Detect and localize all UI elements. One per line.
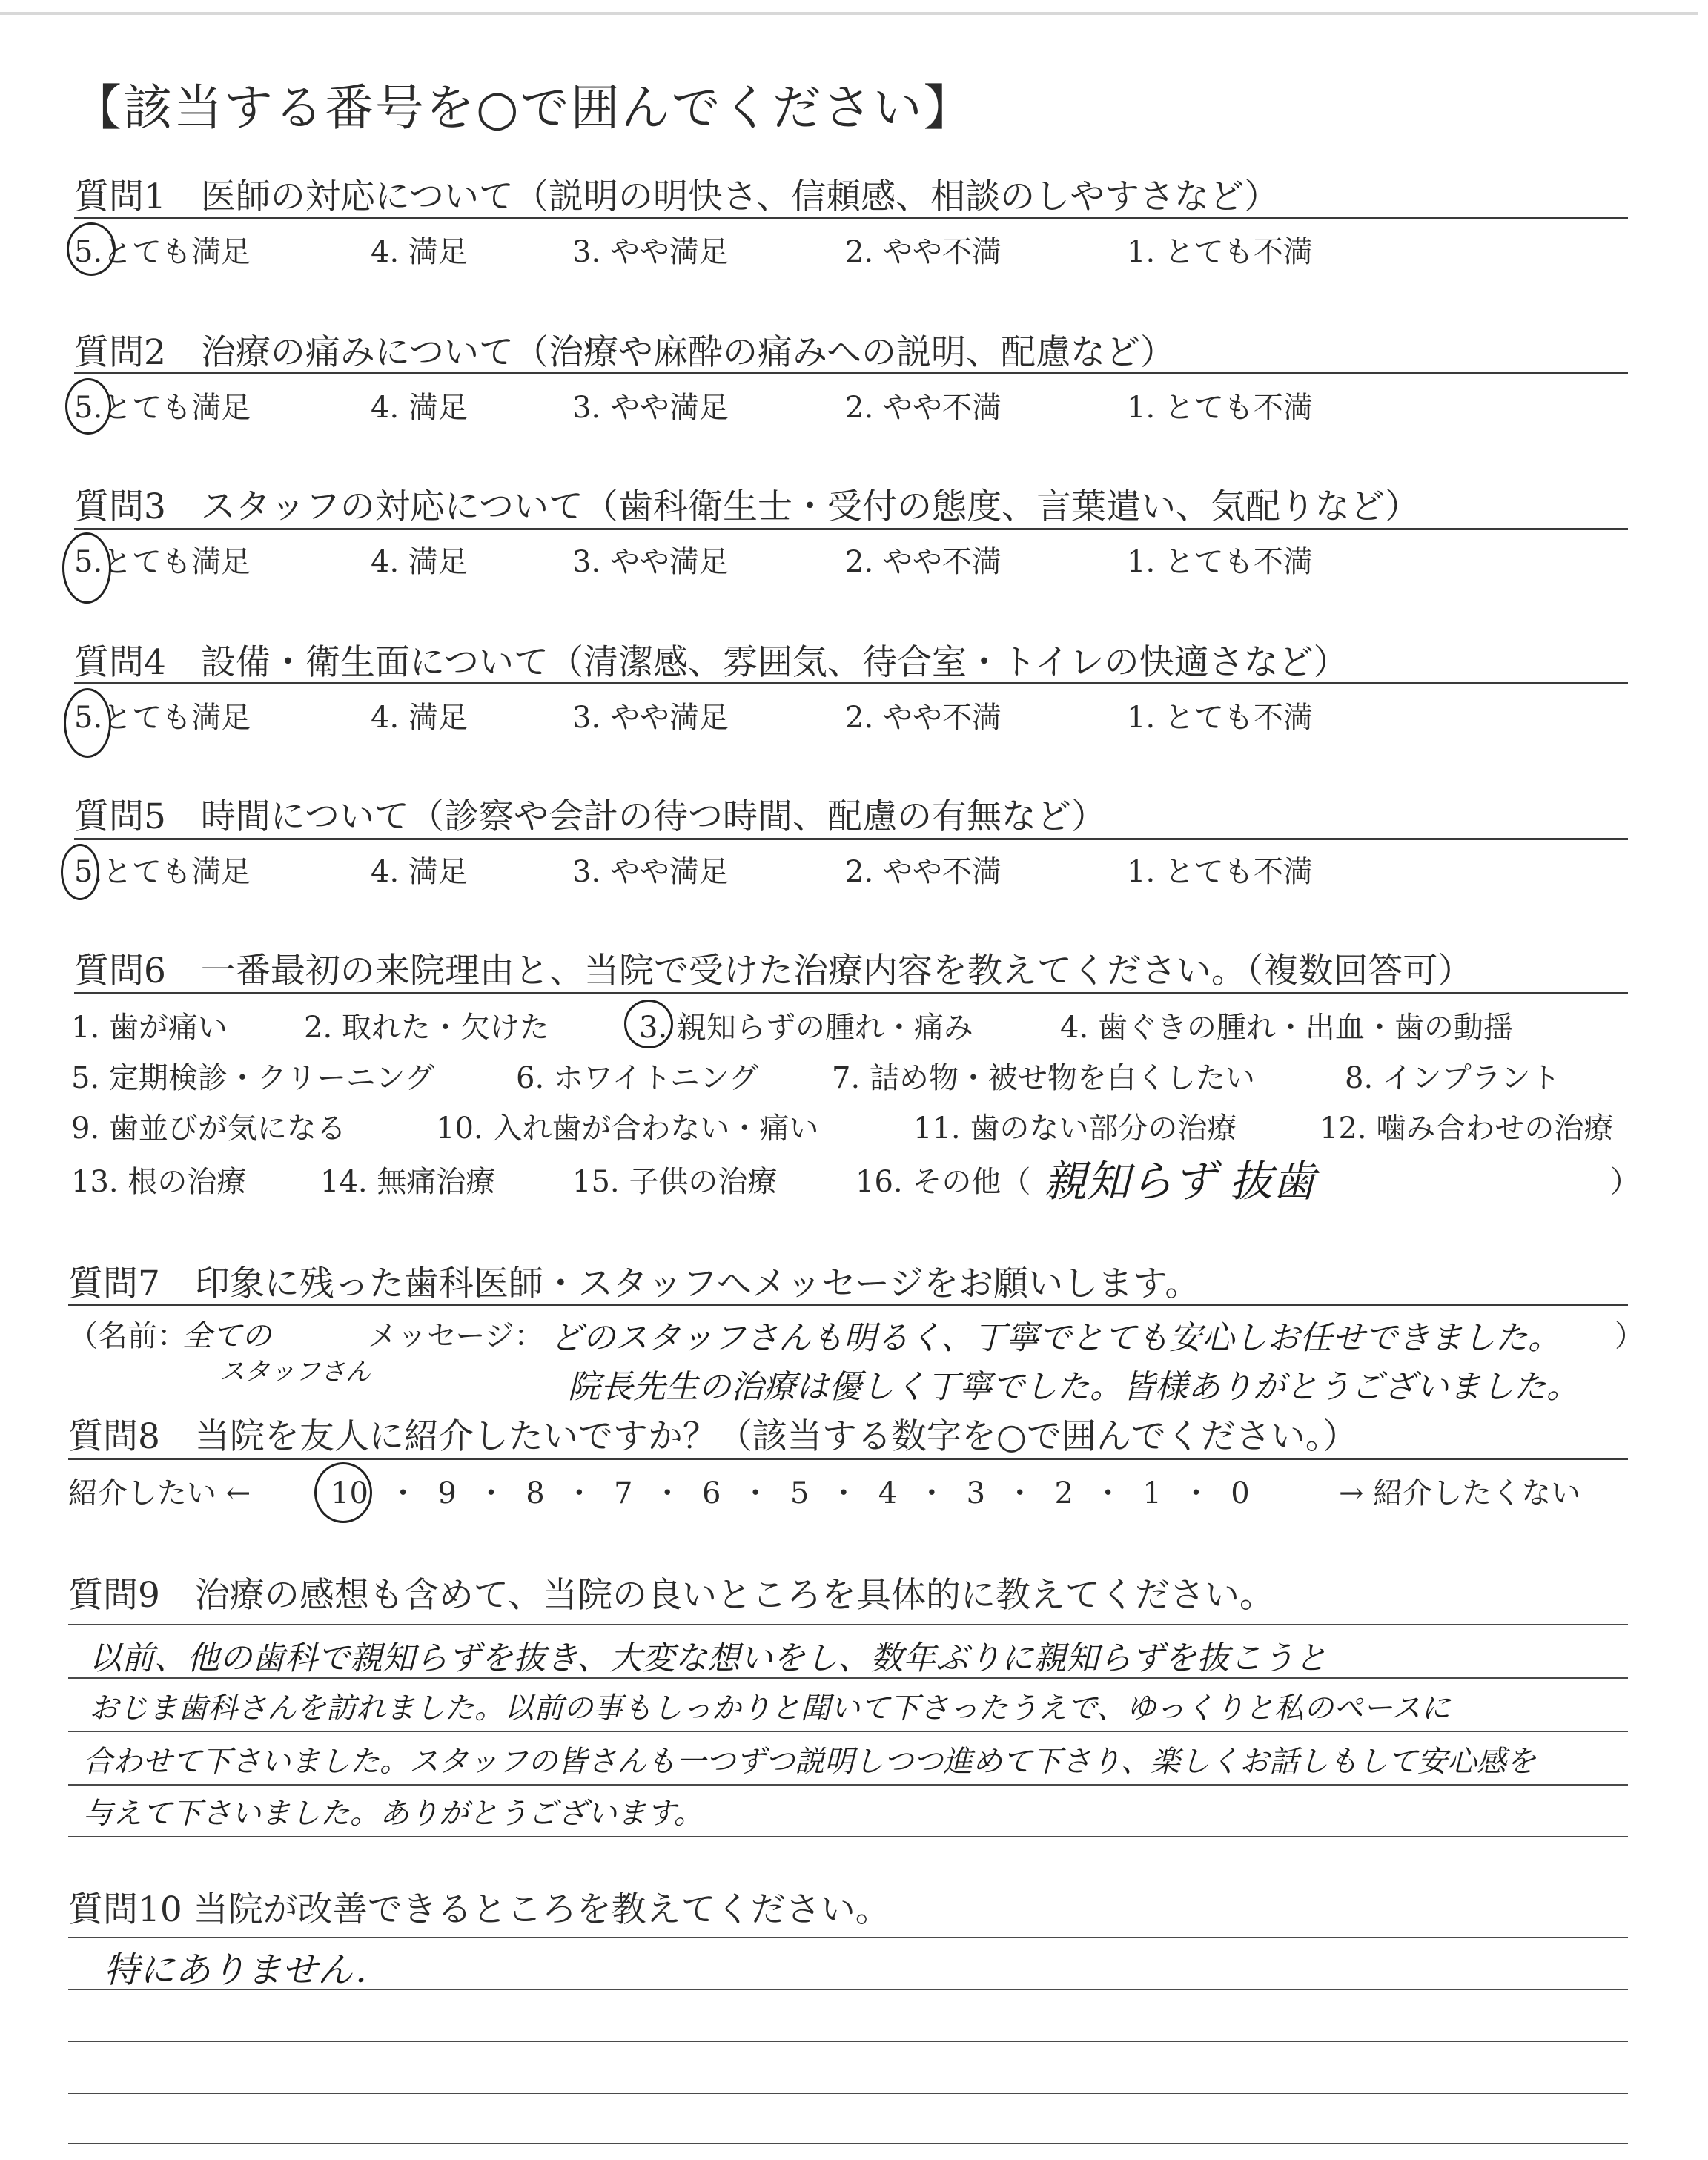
q4-heading [74,635,1348,684]
q9-answer-line1: 以前、他の歯科で親知らずを抜き、大変な想いをし、数年ぶりに親知らずを抜こうと [89,1639,1328,1677]
q6-item-5[interactable]: 5. 定期検診・クリーニング [71,1061,435,1095]
q4-text: 設備・衛生面について（清潔感、雰囲気、待合室・トイレの快適さなど） [200,642,1348,683]
q2-option-5[interactable]: 5.とても満足 [74,391,251,425]
q6-rule [74,992,1628,994]
q5-option-2[interactable]: 2. やや不満 [845,855,1002,889]
q7-name-value-line1: 全ての [182,1319,271,1353]
q6-item-8[interactable]: 8. インプラント [1345,1061,1560,1095]
q5-option-4[interactable]: 4. 満足 [371,855,468,889]
q8-label: 質問8 [68,1416,160,1457]
q4-rule [74,682,1628,684]
q2-label: 質問2 [74,332,166,373]
q5-option-1[interactable]: 1. とても不満 [1127,855,1313,889]
q6-item-6[interactable]: 6. ホワイトニング [516,1061,759,1095]
q2-answer-circle [65,378,111,435]
q6-item-12[interactable]: 12. 噛み合わせの治療 [1320,1112,1614,1146]
q6-item-3[interactable]: 3. 親知らずの腫れ・痛み [639,1011,973,1045]
q6-close-paren: ） [1610,1165,1640,1199]
q8-left-label: 紹介したい ← [68,1476,251,1510]
q7-label: 質問7 [68,1264,160,1304]
q6-item-15[interactable]: 15. 子供の治療 [572,1165,778,1199]
q8-rule [68,1458,1628,1460]
q8-scale[interactable]: 10 ・ 9 ・ 8 ・ 7 ・ 6 ・ 5 ・ 4 ・ 3 ・ 2 ・ 1 ・ 0 [331,1476,1250,1510]
q9-rule-1 [68,1624,1628,1625]
q10-label: 質問10 [68,1889,182,1930]
q2-option-4[interactable]: 4. 満足 [371,391,468,425]
q3-rule [74,528,1628,530]
q10-rule-3 [68,2041,1628,2042]
q4-option-1[interactable]: 1. とても不満 [1127,701,1313,735]
q7-message-line1: どのスタッフさんも明るく、丁寧でとても安心しお任せできました。 [550,1319,1561,1357]
q6-item-2[interactable]: 2. 取れた・欠けた [304,1011,549,1045]
q10-answer: 特にありません． [104,1949,391,1991]
q1-option-4[interactable]: 4. 満足 [371,235,468,269]
q7-rule [68,1304,1628,1306]
q7-message-label: メッセージ： [368,1319,544,1353]
q8-answer-circle [314,1462,372,1523]
q1-text: 医師の対応について（説明の明快さ、信頼感、相談のしやすさなど） [200,176,1280,217]
q6-item-10[interactable]: 10. 入れ歯が合わない・痛い [436,1112,819,1146]
q5-label: 質問5 [74,796,166,837]
q6-other-answer: 親知らず 抜歯 [1044,1156,1316,1206]
q3-option-2[interactable]: 2. やや不満 [845,545,1002,579]
q2-option-1[interactable]: 1. とても不満 [1127,391,1313,425]
q7-message-line2: 院長先生の治療は優しく丁寧でした。皆様ありがとうございました。 [568,1368,1579,1406]
q1-rule [74,217,1628,219]
q7-name-label: （名前： [68,1319,187,1353]
scan-edge [0,12,1698,15]
q2-option-2[interactable]: 2. やや不満 [845,391,1002,425]
q4-option-3[interactable]: 3. やや満足 [572,701,729,735]
q6-label: 質問6 [74,951,166,991]
q9-rule-3 [68,1731,1628,1732]
q3-label: 質問3 [74,486,166,527]
q3-text: スタッフの対応について（歯科衛生士・受付の態度、言葉遣い、気配りなど） [200,486,1420,527]
q5-heading [74,789,1106,839]
q2-text: 治療の痛みについて（治療や麻酔の痛みへの説明、配慮など） [200,332,1176,373]
q1-option-5[interactable]: 5.とても満足 [74,235,251,269]
q7-heading [68,1256,1199,1306]
q9-answer-line2: おじま歯科さんを訪れました。以前の事もしっかりと聞いて下さったうえで、ゆっくりと私のペースに [89,1691,1451,1725]
q10-rule-4 [68,2093,1628,2094]
q1-heading [74,169,1279,219]
q6-item-1[interactable]: 1. 歯が痛い [71,1011,228,1045]
q3-option-1[interactable]: 1. とても不満 [1127,545,1313,579]
q9-rule-4 [68,1784,1628,1786]
q6-item-11[interactable]: 11. 歯のない部分の治療 [913,1112,1237,1146]
q6-item-7[interactable]: 7. 詰め物・被せ物を白くしたい [832,1061,1255,1095]
q1-label: 質問1 [74,176,166,217]
q10-text: 当院が改善できるところを教えてください。 [193,1889,890,1930]
q1-option-3[interactable]: 3. やや満足 [572,235,729,269]
q1-option-2[interactable]: 2. やや不満 [845,235,1002,269]
q4-answer-circle [64,688,111,758]
q6-item-14[interactable]: 14. 無痛治療 [320,1165,496,1199]
q7-close-paren: ） [1615,1319,1644,1353]
q4-option-5[interactable]: 5.とても満足 [74,701,251,735]
form-title: 【該当する番号を○で囲んでください】 [73,79,974,136]
q7-text: 印象に残った歯科医師・スタッフへメッセージをお願いします。 [194,1264,1200,1304]
q8-text: 当院を友人に紹介したいですか？（該当する数字を○で囲んでください。） [194,1416,1358,1457]
q9-text: 治療の感想も含めて、当院の良いところを具体的に教えてください。 [194,1575,1274,1616]
q6-heading [74,943,1472,993]
q10-rule-5 [68,2143,1628,2144]
q5-rule [74,838,1628,840]
q5-text: 時間について（診察や会計の待つ時間、配慮の有無など） [200,796,1106,837]
q9-answer-line3: 合わせて下さいました。スタッフの皆さんも一つずつ説明しつつ進めて下さり、楽しくお話しもして安心感を [83,1745,1536,1779]
q2-rule [74,372,1628,374]
q10-rule-1 [68,1937,1628,1938]
q8-right-label: → 紹介したくない [1339,1476,1581,1510]
q1-option-1[interactable]: 1. とても不満 [1127,235,1313,269]
q10-heading [68,1882,890,1932]
q2-heading [74,325,1175,374]
q9-rule-5 [68,1836,1628,1837]
q5-answer-circle [61,844,99,900]
q6-item-4[interactable]: 4. 歯ぐきの腫れ・出血・歯の動揺 [1060,1011,1513,1045]
q2-option-3[interactable]: 3. やや満足 [572,391,729,425]
q6-item-9[interactable]: 9. 歯並びが気になる [71,1112,346,1146]
q6-text: 一番最初の来院理由と、当院で受けた治療内容を教えてください。（複数回答可） [200,951,1473,991]
q9-answer-line4: 与えて下さいました。ありがとうございます。 [83,1797,704,1831]
q5-option-3[interactable]: 3. やや満足 [572,855,729,889]
q6-item-13[interactable]: 13. 根の治療 [71,1165,247,1199]
q3-answer-circle [62,532,111,604]
q6-answer-circle [624,1000,673,1048]
q3-option-4[interactable]: 4. 満足 [371,545,468,579]
q7-name-value-line2: スタッフさん [219,1357,371,1387]
q4-option-2[interactable]: 2. やや不満 [845,701,1002,735]
q3-heading [74,479,1420,529]
q8-heading [68,1409,1357,1459]
q6-item-16[interactable]: 16. その他（ [855,1165,1031,1199]
q1-answer-circle [67,222,116,276]
q9-label: 質問9 [68,1575,160,1616]
q4-option-4[interactable]: 4. 満足 [371,701,468,735]
q5-option-5[interactable]: 5.とても満足 [74,855,251,889]
q3-option-5[interactable]: 5.とても満足 [74,545,251,579]
q9-heading [68,1568,1274,1617]
q4-label: 質問4 [74,642,166,683]
q3-option-3[interactable]: 3. やや満足 [572,545,729,579]
